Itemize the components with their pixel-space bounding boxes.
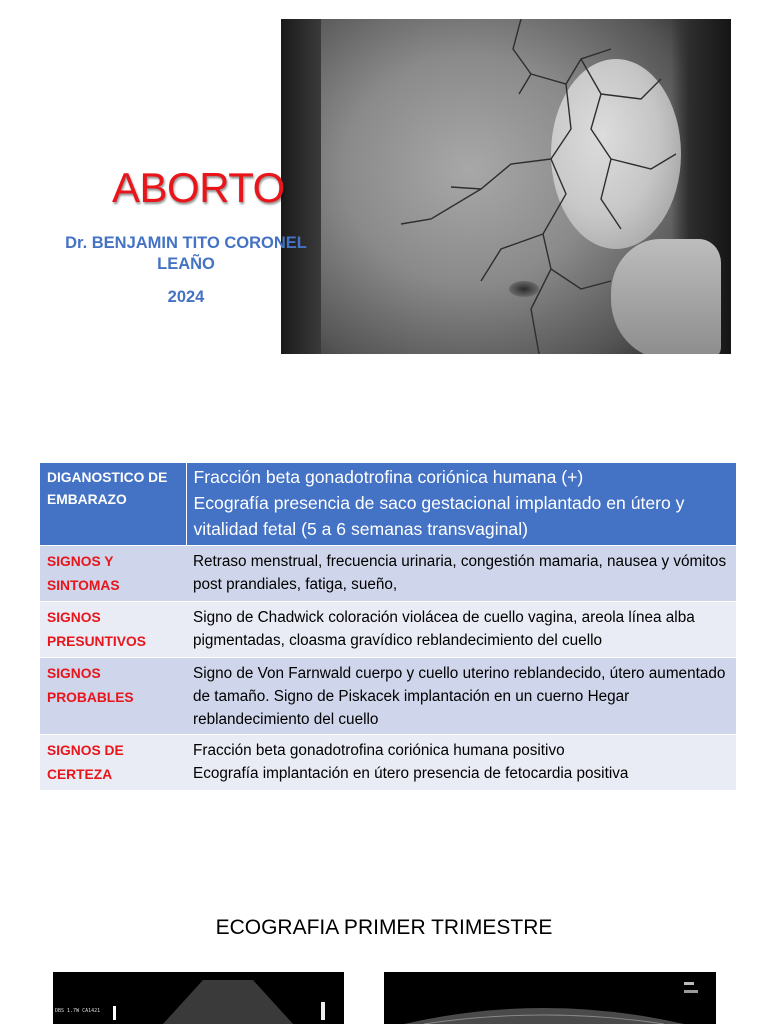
table-header-row (40, 463, 736, 546)
ultrasound-fan-right (384, 972, 716, 1024)
row-description: Signo de Von Farnwald cuerpo y cuello uterino reblandecido, útero aumentado de tamaño. Signo de Piskacek implantación en un cuerno Hegar reblandecimiento del cuello (186, 658, 736, 735)
author-line-1: Dr. BENJAMIN TITO CORONEL (65, 234, 307, 252)
ultrasound-fan-left (53, 972, 344, 1024)
row-line-1: Fracción beta gonadotrofina coriónica humana positivo (193, 742, 565, 759)
author-line-2: LEAÑO (157, 255, 215, 273)
ultrasound-section-title: ECOGRAFIA PRIMER TRIMESTRE (215, 916, 553, 939)
header-line-2: Ecografía presencia de saco gestacional implantado en útero y vitalidad fetal (5 a 6 semanas transvaginal) (193, 493, 685, 539)
table-row (40, 602, 736, 658)
ultrasound-image-left (53, 972, 344, 1024)
title-slide (0, 0, 768, 380)
row-label: SIGNOS PROBABLES (40, 658, 186, 735)
presentation-title: ABORTO (112, 164, 285, 211)
row-line-2: Ecografía implantación en útero presencia de fetocardia positiva (193, 765, 629, 782)
pregnancy-diagnosis-table (40, 463, 736, 790)
presentation-year: 2024 (167, 288, 205, 306)
table-row (40, 546, 736, 602)
row-label: SIGNOS PRESUNTIVOS (40, 602, 186, 658)
header-line-1: Fracción beta gonadotrofina coriónica humana (+) (193, 467, 584, 487)
row-description: Retraso menstrual, frecuencia urinaria, congestión mamaria, nausea y vómitos post prandiales, fatiga, sueño, (186, 546, 736, 602)
table-row (40, 735, 736, 791)
table-row (40, 658, 736, 735)
row-description: Signo de Chadwick coloración violácea de cuello vagina, areola línea alba pigmentadas, cloasma gravídico reblandecimiento del cuello (186, 602, 736, 658)
row-description (186, 735, 736, 791)
header-label: DIGANOSTICO DE EMBARAZO (40, 463, 186, 546)
pregnant-belly-cracked-photo (281, 19, 731, 354)
crack-lines (281, 19, 731, 354)
author-name (30, 233, 342, 275)
scan-label: DBS 1.7W CA1421 (55, 1008, 101, 1014)
header-description (186, 463, 736, 546)
row-label: SIGNOS Y SINTOMAS (40, 546, 186, 602)
row-label: SIGNOS DE CERTEZA (40, 735, 186, 791)
ultrasound-image-right (384, 972, 716, 1024)
